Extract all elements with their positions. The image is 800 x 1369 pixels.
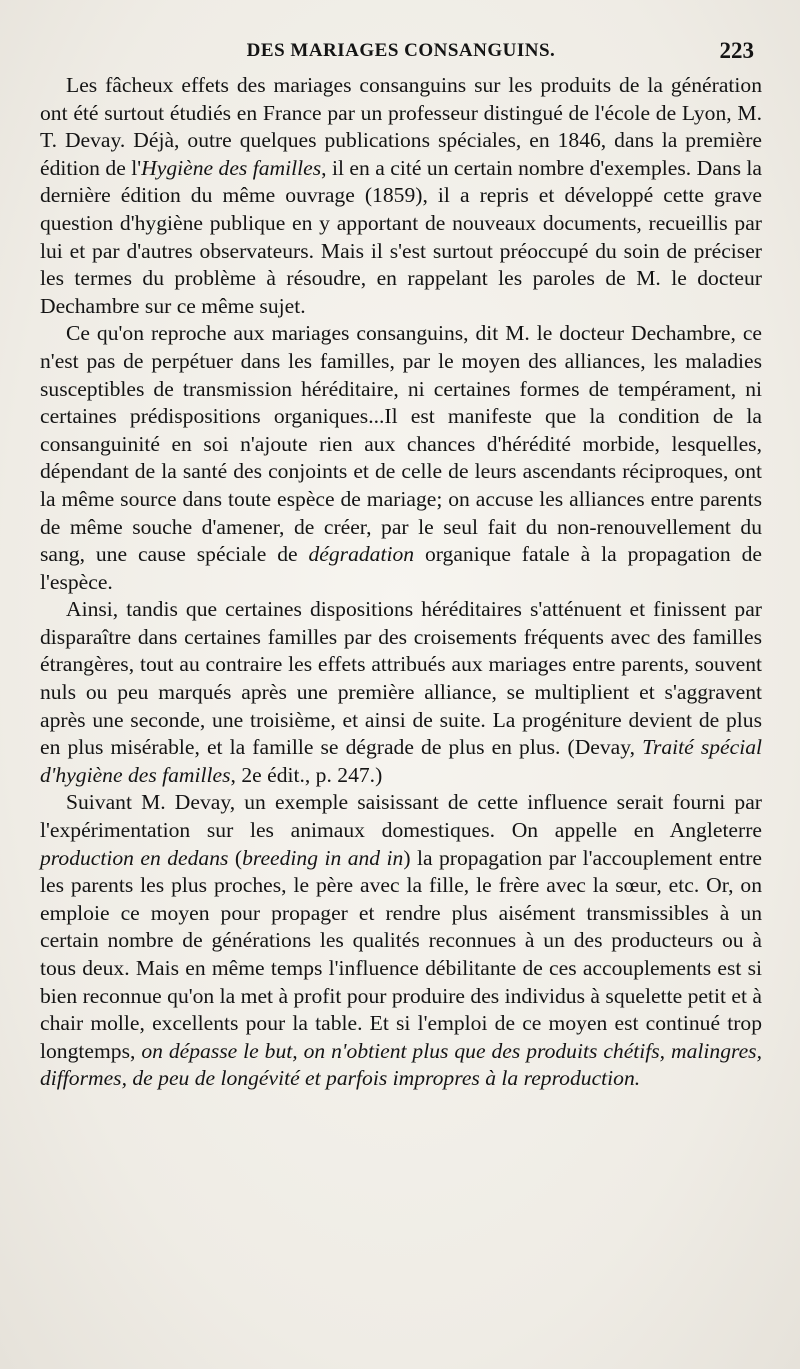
italic-text: Traité spécial d'hygiène des familles — [40, 735, 762, 787]
text-run: Suivant M. Devay, un exemple saisissant de cette influence serait fourni par l'expérimentation sur les animaux domestiques. On appelle en Angleterre — [40, 790, 762, 843]
text-run: organique fatale à la propagation de l'espèce. — [40, 542, 762, 594]
paragraph — [40, 596, 762, 789]
text-run: , 2e édit., p. 247.) — [230, 762, 383, 787]
italic-text: Hygiène des familles — [141, 155, 322, 180]
page-number: 223 — [719, 38, 754, 63]
text-run: ( — [228, 845, 243, 870]
italic-text: on dépasse le but, on n'obtient plus que des produits chétifs, malingres, difformes, de peu de longévité et parfois impropres à la reproduction. — [40, 1038, 762, 1091]
text-run: ) la propagation par l'accouplement entre les parents les plus proches, le père avec la fille, le frère avec la sœur, etc. Or, on emploie ce moyen pour propager et rendre plus aisément transmissibles à un certain nombre de générations les qualités reconnues à un des producteurs ou à tous deux. Mais en même temps l'influence débilitante de ces accouplements est si bien reconnue qu'on la met à profit pour produire des individus à squelette petit et à chair molle, excellents pour la table. Et si l'emploi de ce moyen est continué trop longtemps, — [40, 845, 763, 1063]
page-header — [40, 30, 762, 72]
text-run: , il en a cité un certain nombre d'exemples. Dans la dernière édition du même ouvrage (1859), il a repris et développé cette grave question d'hygiène publique en y apportant de nouveaux documents, recueillis par lui et par d'autres observateurs. Mais il s'est surtout préoccupé du soin de préciser les termes du problème à résoudre, en rappelant les paroles de M. le docteur Dechambre sur ce même sujet. — [40, 155, 763, 318]
italic-text: dégradation — [308, 542, 415, 567]
paragraph — [40, 72, 762, 320]
italic-text: breeding in and in — [242, 845, 404, 870]
text-run: Les fâcheux effets des mariages consanguins sur les produits de la génération ont été surtout étudiés en France par un professeur distingué de l'école de Lyon, M. T. Devay. Déjà, outre quelques publications spéciales, en 1846, dans la première édition de l' — [40, 73, 762, 180]
text-run: Ainsi, tandis que certaines dispositions héréditaires s'atténuent et finissent par disparaître dans certaines familles par des croisements fréquents avec des familles étrangères, tout au contraire les effets attribués aux mariages entre parents, souvent nuls ou peu marqués après une première alliance, se multiplient et s'aggravent après une seconde, une troisième, et ainsi de suite. La progéniture devient de plus en plus misérable, et la famille se dégrade de plus en plus. (Devay, — [40, 597, 762, 760]
italic-text: production en dedans — [40, 845, 229, 870]
running-title: DES MARIAGES CONSANGUINS. — [246, 40, 556, 61]
body-text — [40, 72, 762, 1093]
text-run: Ce qu'on reproche aux mariages consanguins, dit M. le docteur Dechambre, ce n'est pas de perpétuer dans les familles, par le moyen des alliances, les maladies susceptibles de transmission héréditaire, ni certaines formes de tempérament, ni certaines prédispositions organiques...Il est manifeste que la condition de la consanguinité en soi n'ajoute rien aux chances d'hérédité morbide, lesquelles, dépendant de la santé des conjoints et de celle de leurs ascendants réciproques, ont la même source dans toute espèce de mariage; on accuse les alliances entre parents de même souche d'amener, de créer, par le seul fait du non-renouvellement du sang, une cause spéciale de — [40, 321, 762, 567]
paragraph — [40, 320, 762, 596]
paragraph — [40, 789, 762, 1093]
